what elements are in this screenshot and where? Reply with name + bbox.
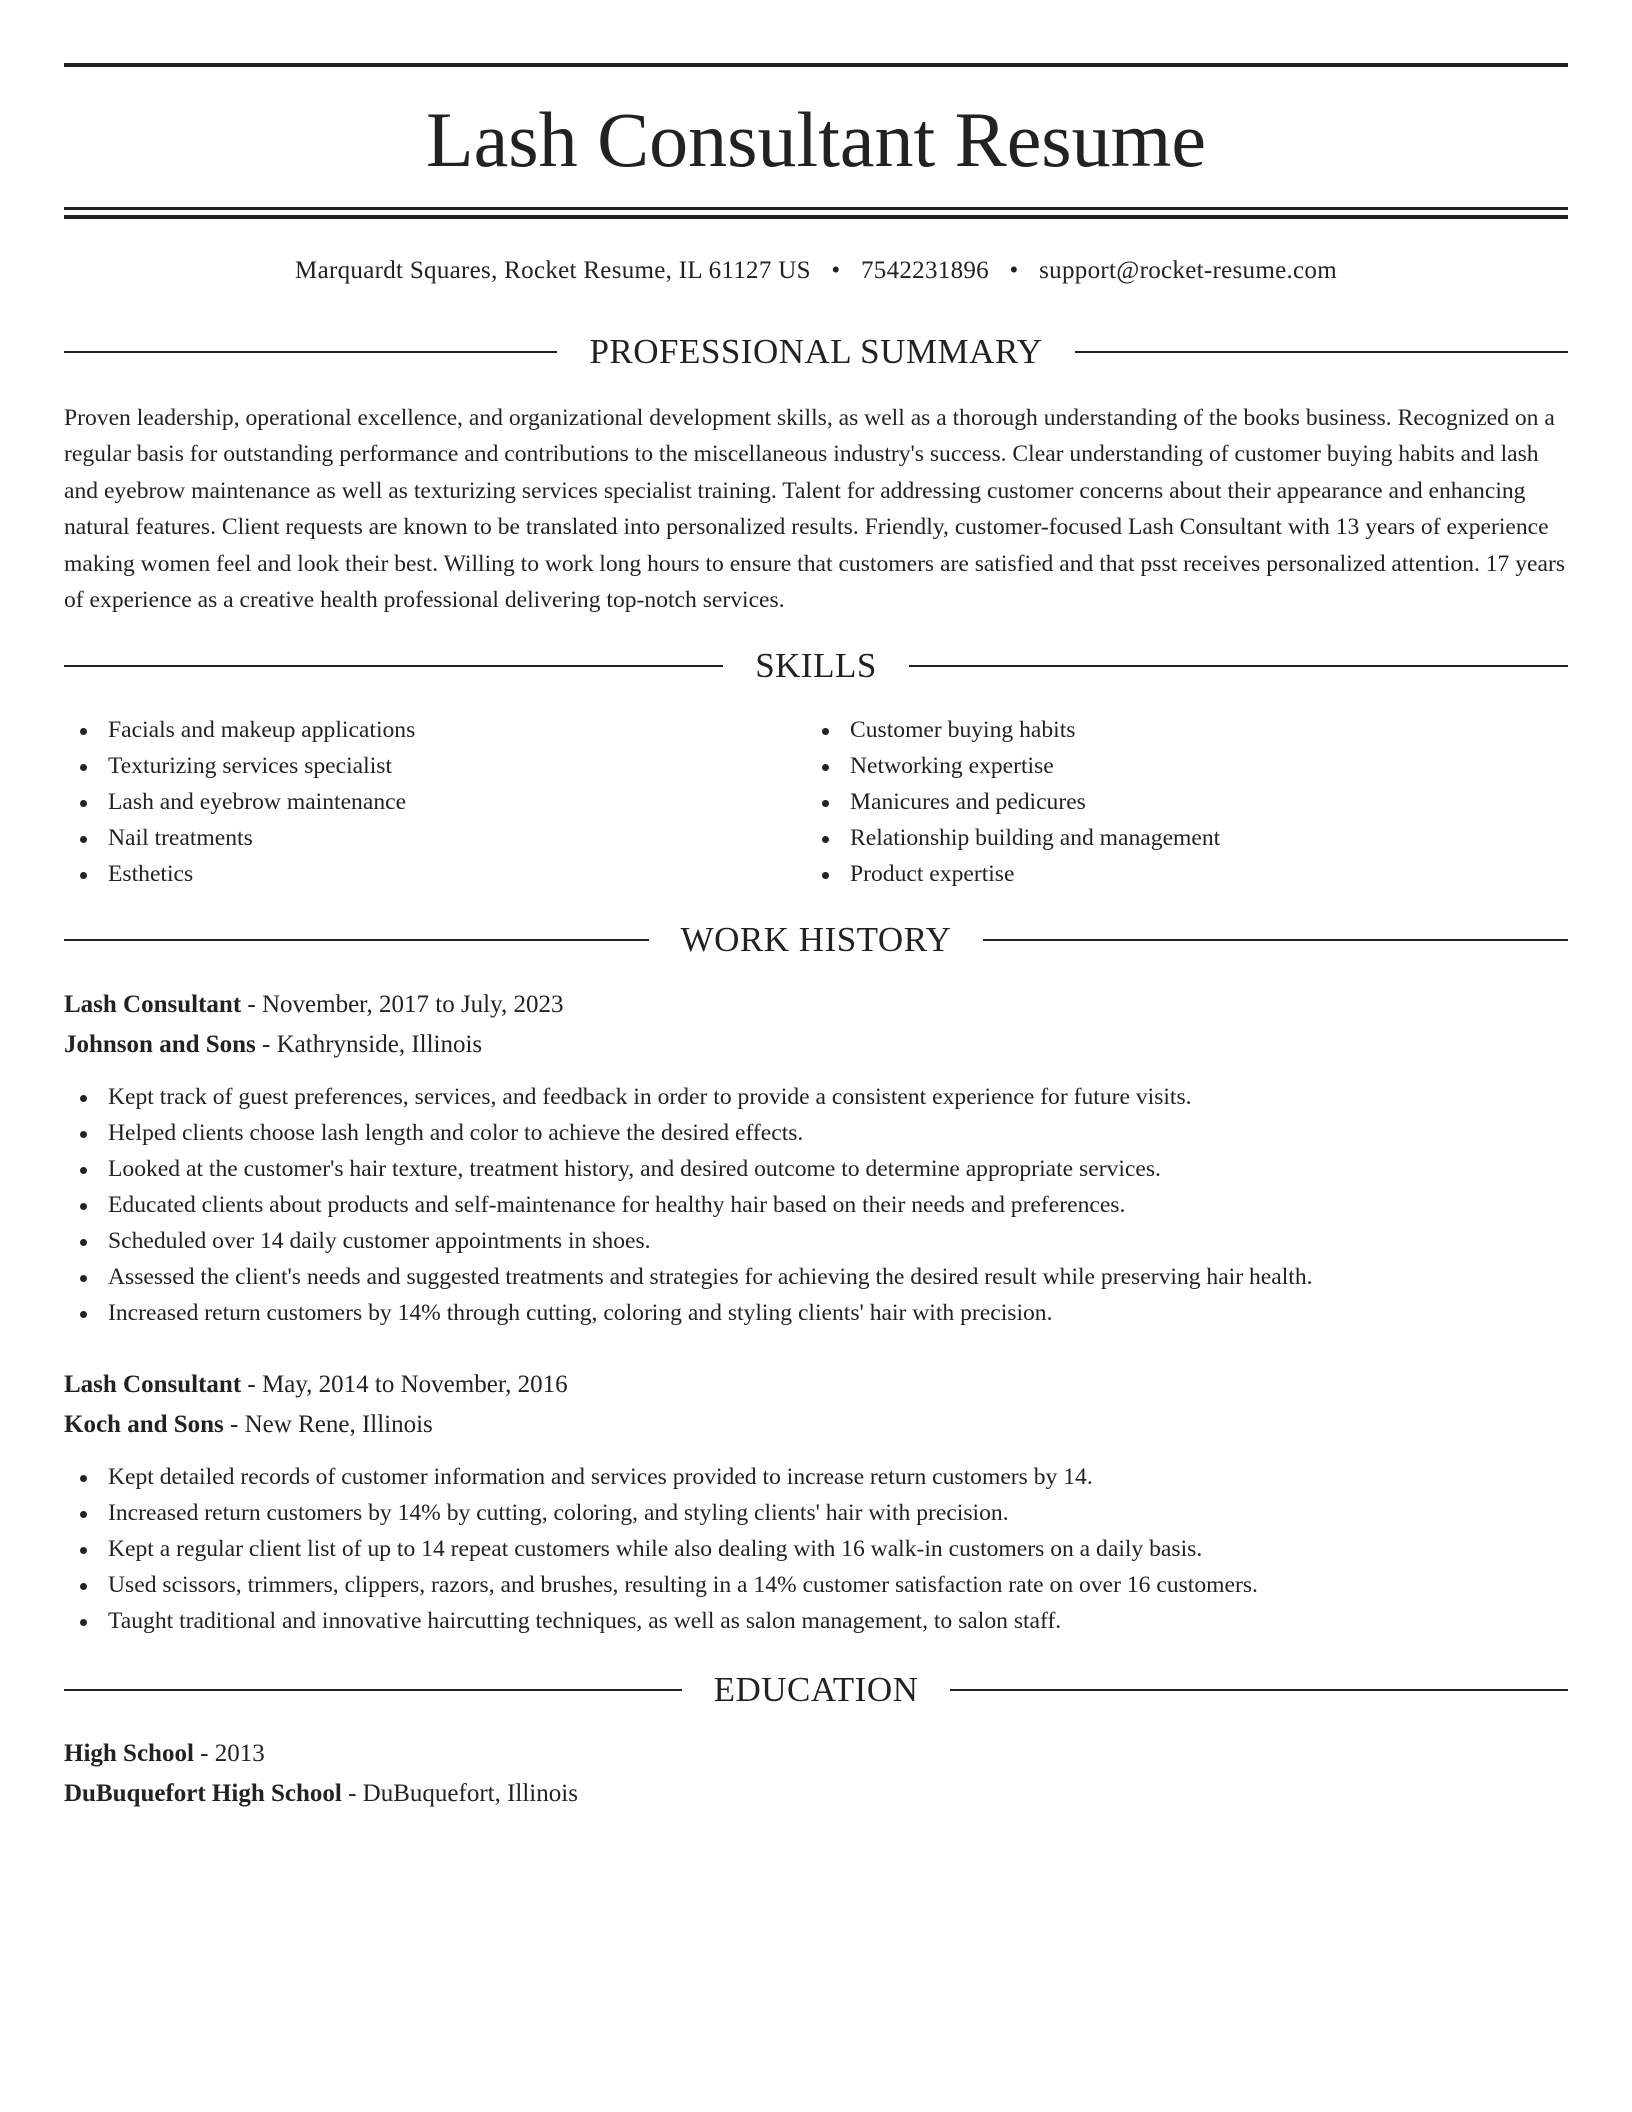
job-bullet: Used scissors, trimmers, clippers, razors, and brushes, resulting in a 14% customer satisfaction rate on over 16 customers. [64, 1567, 1568, 1603]
section-title: EDUCATION [713, 1670, 919, 1709]
job-entry [64, 985, 1568, 1331]
contact-separator: • [1009, 257, 1019, 284]
job-entry [64, 1365, 1568, 1639]
contact-email: support@rocket-resume.com [1039, 257, 1337, 284]
heading-rule [909, 665, 1568, 667]
skill-item: Texturizing services specialist [64, 748, 806, 784]
job-company-line [64, 1405, 1568, 1445]
job-title: Lash Consultant [64, 1371, 242, 1398]
contact-line [64, 254, 1568, 288]
section-title: PROFESSIONAL SUMMARY [589, 332, 1043, 371]
job-bullet: Educated clients about products and self-maintenance for healthy hair based on their needs and preferences. [64, 1187, 1568, 1223]
education-year: - 2013 [193, 1740, 265, 1767]
skills-column-left [64, 712, 806, 892]
title-rule-lower [64, 215, 1568, 219]
education-degree-line [64, 1734, 1568, 1774]
skill-item: Esthetics [64, 856, 806, 892]
job-bullet: Taught traditional and innovative haircutting techniques, as well as salon management, to salon staff. [64, 1603, 1568, 1639]
job-company-line [64, 1025, 1568, 1065]
job-bullet: Increased return customers by 14% through cutting, coloring and styling clients' hair with precision. [64, 1295, 1568, 1331]
job-location: - Kathrynside, Illinois [255, 1031, 483, 1058]
skill-item: Relationship building and management [806, 820, 1548, 856]
heading-rule [1075, 351, 1568, 353]
skill-item: Manicures and pedicures [806, 784, 1548, 820]
job-bullet: Scheduled over 14 daily customer appointments in shoes. [64, 1223, 1568, 1259]
heading-rule [64, 939, 649, 941]
job-bullet: Kept a regular client list of up to 14 repeat customers while also dealing with 16 walk-in customers on a daily basis. [64, 1531, 1568, 1567]
section-title: SKILLS [755, 646, 877, 685]
job-bullet: Helped clients choose lash length and color to achieve the desired effects. [64, 1115, 1568, 1151]
job-title: Lash Consultant [64, 991, 242, 1018]
section-heading-work [64, 918, 1568, 962]
heading-rule [983, 939, 1568, 941]
heading-rule [64, 351, 557, 353]
job-bullet: Looked at the customer's hair texture, treatment history, and desired outcome to determine appropriate services. [64, 1151, 1568, 1187]
job-company: Johnson and Sons [64, 1031, 256, 1058]
contact-phone: 7542231896 [860, 257, 989, 284]
skills-list [64, 712, 1568, 892]
title-rule-upper [64, 207, 1568, 210]
education-school: DuBuquefort High School [64, 1780, 342, 1807]
section-heading-summary [64, 330, 1568, 374]
section-heading-skills [64, 644, 1568, 688]
heading-rule [64, 665, 723, 667]
contact-address: Marquardt Squares, Rocket Resume, IL 61127 US [295, 257, 811, 284]
summary-text: Proven leadership, operational excellence, and organizational development skills, as well as a thorough understanding of the books business. Recognized on a regular basis for outstanding performance and contributions to the miscellaneous industry's success. Clear understanding of customer buying habits and lash and eyebrow maintenance as well as texturizing services specialist training. Talent for addressing customer concerns about their appearance and enhancing natural features. Client requests are known to be translated into personalized results. Friendly, customer-focused Lash Consultant with 13 years of experience making women feel and look their best. Willing to work long hours to ensure that customers are satisfied and that psst receives personalized attention. 17 years of experience as a creative health professional delivering top-notch services. [64, 405, 1566, 614]
job-company: Koch and Sons [64, 1411, 224, 1438]
skill-item: Customer buying habits [806, 712, 1548, 748]
job-bullet: Assessed the client's needs and suggested treatments and strategies for achieving the desired result while preserving hair health. [64, 1259, 1568, 1295]
job-bullet: Increased return customers by 14% by cutting, coloring, and styling clients' hair with precision. [64, 1495, 1568, 1531]
education-location: - DuBuquefort, Illinois [341, 1780, 578, 1807]
job-dates: - November, 2017 to July, 2023 [241, 991, 564, 1018]
section-title: WORK HISTORY [680, 920, 952, 959]
skill-item: Networking expertise [806, 748, 1548, 784]
job-bullet: Kept detailed records of customer information and services provided to increase return customers by 14. [64, 1459, 1568, 1495]
page-title: Lash Consultant Resume [426, 96, 1206, 183]
job-title-line [64, 985, 1568, 1025]
top-rule [64, 63, 1568, 67]
education-entry [64, 1734, 1568, 1814]
education-degree: High School [64, 1740, 194, 1767]
skills-column-right [806, 712, 1548, 892]
skill-item: Product expertise [806, 856, 1548, 892]
job-bullet: Kept track of guest preferences, services, and feedback in order to provide a consistent experience for future visits. [64, 1079, 1568, 1115]
job-title-line [64, 1365, 1568, 1405]
job-location: - New Rene, Illinois [223, 1411, 433, 1438]
heading-rule [950, 1689, 1568, 1691]
contact-separator: • [831, 257, 841, 284]
skill-item: Lash and eyebrow maintenance [64, 784, 806, 820]
skill-item: Facials and makeup applications [64, 712, 806, 748]
job-bullets [64, 1459, 1568, 1639]
job-dates: - May, 2014 to November, 2016 [241, 1371, 568, 1398]
education-school-line [64, 1774, 1568, 1814]
heading-rule [64, 1689, 682, 1691]
job-bullets [64, 1079, 1568, 1331]
skill-item: Nail treatments [64, 820, 806, 856]
section-heading-education [64, 1668, 1568, 1712]
